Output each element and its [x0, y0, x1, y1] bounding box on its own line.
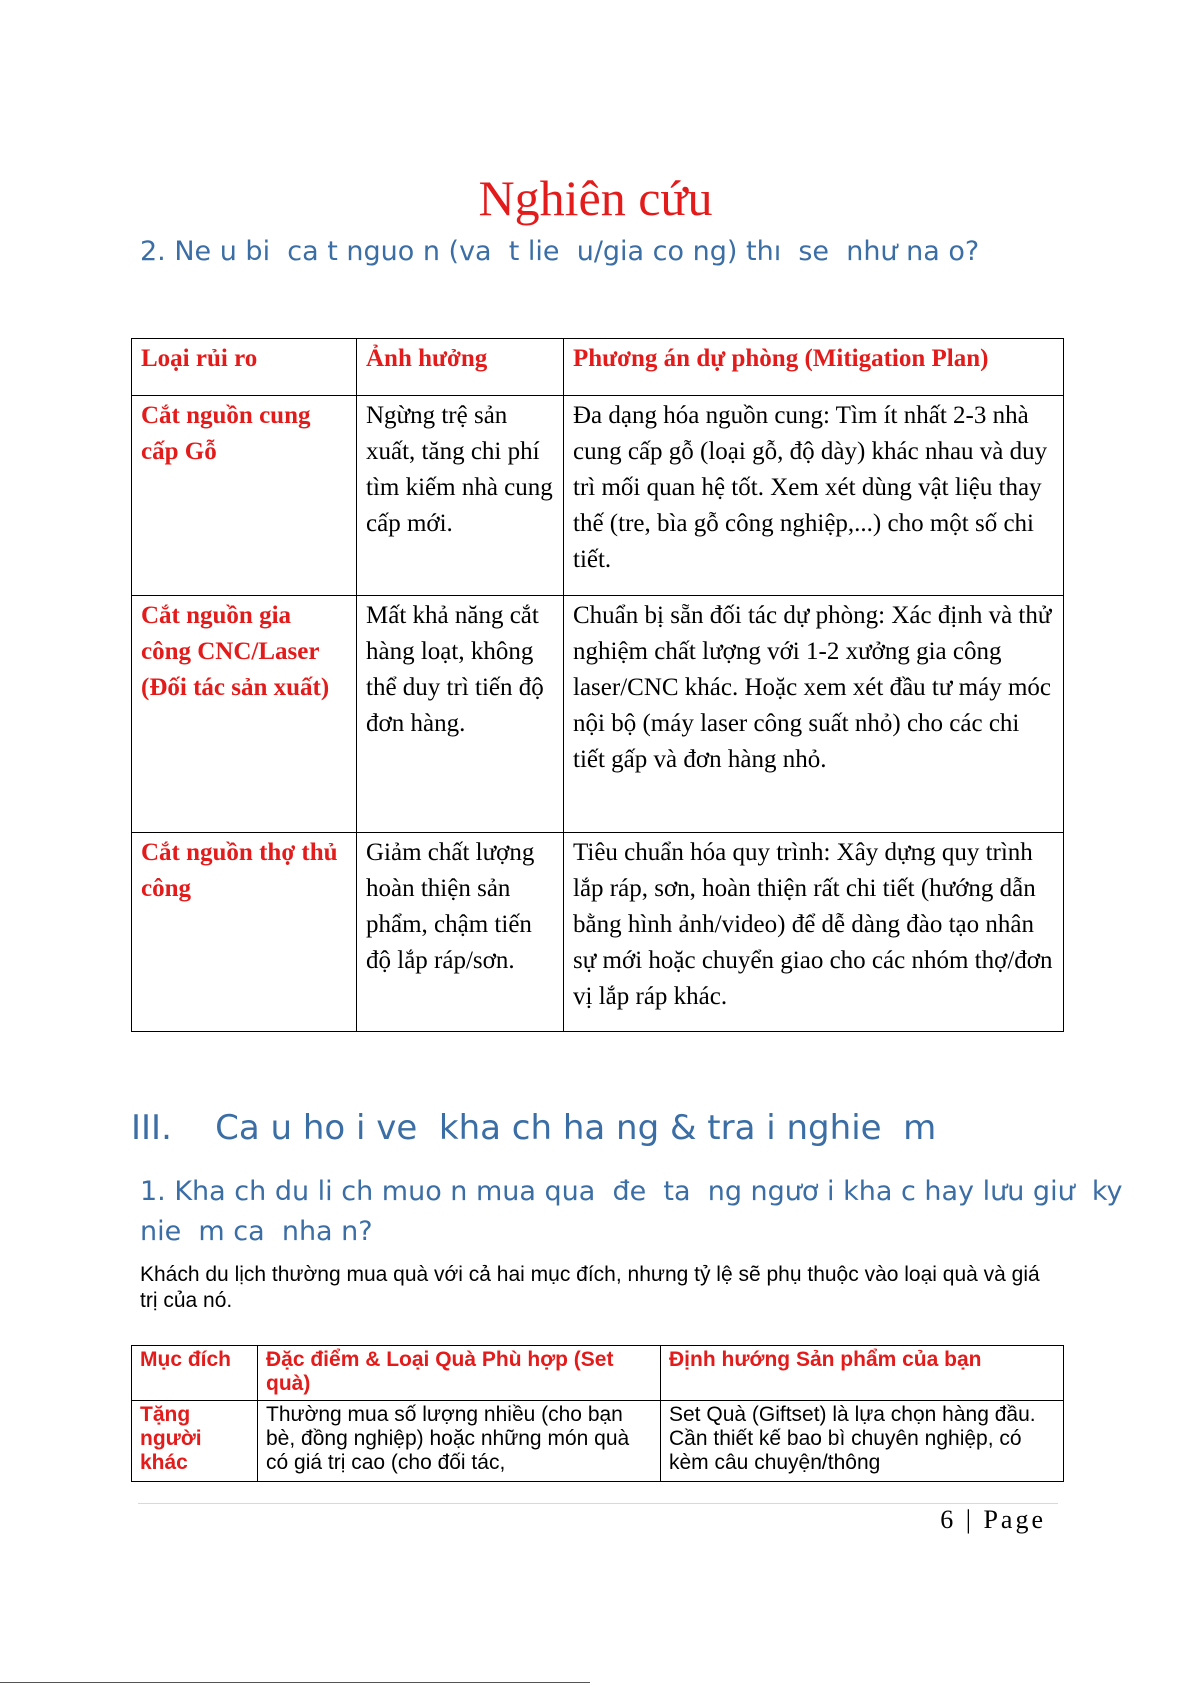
table-row: [132, 1401, 1064, 1482]
table-row: [132, 833, 1064, 1032]
impact-cell: Mất khả năng cắt hàng loạt, không thể duy trì tiến độ đơn hàng.: [357, 596, 564, 833]
purpose-table-header: [132, 1346, 1064, 1401]
risk-type-cell: Cắt nguồn gia công CNC/Laser (Đối tác sản xuất): [132, 596, 357, 833]
direction-cell: Set Quà (Giftset) là lựa chọn hàng đầu. Cần thiết kế bao bì chuyên nghiệp, có kèm câu chuyện/thông: [661, 1401, 1064, 1482]
page-number: 6 | Page: [940, 1505, 1046, 1534]
header-mitigation-plan: Phương án dự phòng (Mitigation Plan): [564, 339, 1064, 396]
intro-paragraph: Khách du lịch thường mua quà với cả hai mục đích, nhưng tỷ lệ sẽ phụ thuộc vào loại quà và giá trị của nó.: [140, 1263, 1040, 1312]
header-purpose: Mục đích: [132, 1346, 258, 1401]
header-features: Đặc điểm & Loại Quà Phù hợp (Set quà): [258, 1346, 661, 1401]
purpose-table: [131, 1345, 1064, 1482]
risk-type-cell: Cắt nguồn thợ thủ công: [132, 833, 357, 1032]
purpose-cell: Tặng người khác: [132, 1401, 258, 1482]
page-title: Nghiên cứu: [478, 170, 713, 226]
page-bottom-divider: [0, 1682, 590, 1683]
section2-question: 2. Ne u bi ca t nguo n (va t lie u/gia co ng) thı se như na o?: [140, 236, 980, 267]
impact-cell: Ngừng trệ sản xuất, tăng chi phí tìm kiếm nhà cung cấp mới.: [357, 396, 564, 596]
header-risk-type: Loại rủi ro: [132, 339, 357, 396]
table-row: [132, 596, 1064, 833]
section3-heading: III. Ca u ho i ve kha ch ha ng & tra i nghie m: [131, 1108, 937, 1148]
header-impact: Ảnh hưởng: [357, 339, 564, 396]
section3-question-line1: 1. Kha ch du li ch muo n mua qua đe ta ng ngươ i kha c hay lưu giư ky: [140, 1176, 1123, 1207]
features-cell: Thường mua số lượng nhiều (cho bạn bè, đồng nghiệp) hoặc những món quà có giá trị cao (cho đối tác,: [258, 1401, 661, 1482]
plan-cell: Đa dạng hóa nguồn cung: Tìm ít nhất 2-3 nhà cung cấp gỗ (loại gỗ, độ dày) khác nhau và duy trì mối quan hệ tốt. Xem xét dùng vật liệu thay thế (tre, bìa gỗ công nghiệp,...) cho một số chi tiết.: [564, 396, 1064, 596]
risk-type-cell: Cắt nguồn cung cấp Gỗ: [132, 396, 357, 596]
header-direction: Định hướng Sản phẩm của bạn: [661, 1346, 1064, 1401]
plan-cell: Tiêu chuẩn hóa quy trình: Xây dựng quy trình lắp ráp, sơn, hoàn thiện rất chi tiết (hướng dẫn bằng hình ảnh/video) để dễ dàng đào tạo nhân sự mới hoặc chuyển giao cho các nhóm thợ/đơn vị lắp ráp khác.: [564, 833, 1064, 1032]
risk-table: [131, 338, 1064, 1032]
impact-cell: Giảm chất lượng hoàn thiện sản phẩm, chậm tiến độ lắp ráp/sơn.: [357, 833, 564, 1032]
footer-divider: [138, 1503, 1058, 1504]
risk-table-header: [132, 339, 1064, 396]
plan-cell: Chuẩn bị sẵn đối tác dự phòng: Xác định và thử nghiệm chất lượng với 1-2 xưởng gia công laser/CNC khác. Hoặc xem xét đầu tư máy móc nội bộ (máy laser công suất nhỏ) cho các chi tiết gấp và đơn hàng nhỏ.: [564, 596, 1064, 833]
section3-question-line2: nie m ca nha n?: [140, 1216, 373, 1247]
table-row: [132, 396, 1064, 596]
